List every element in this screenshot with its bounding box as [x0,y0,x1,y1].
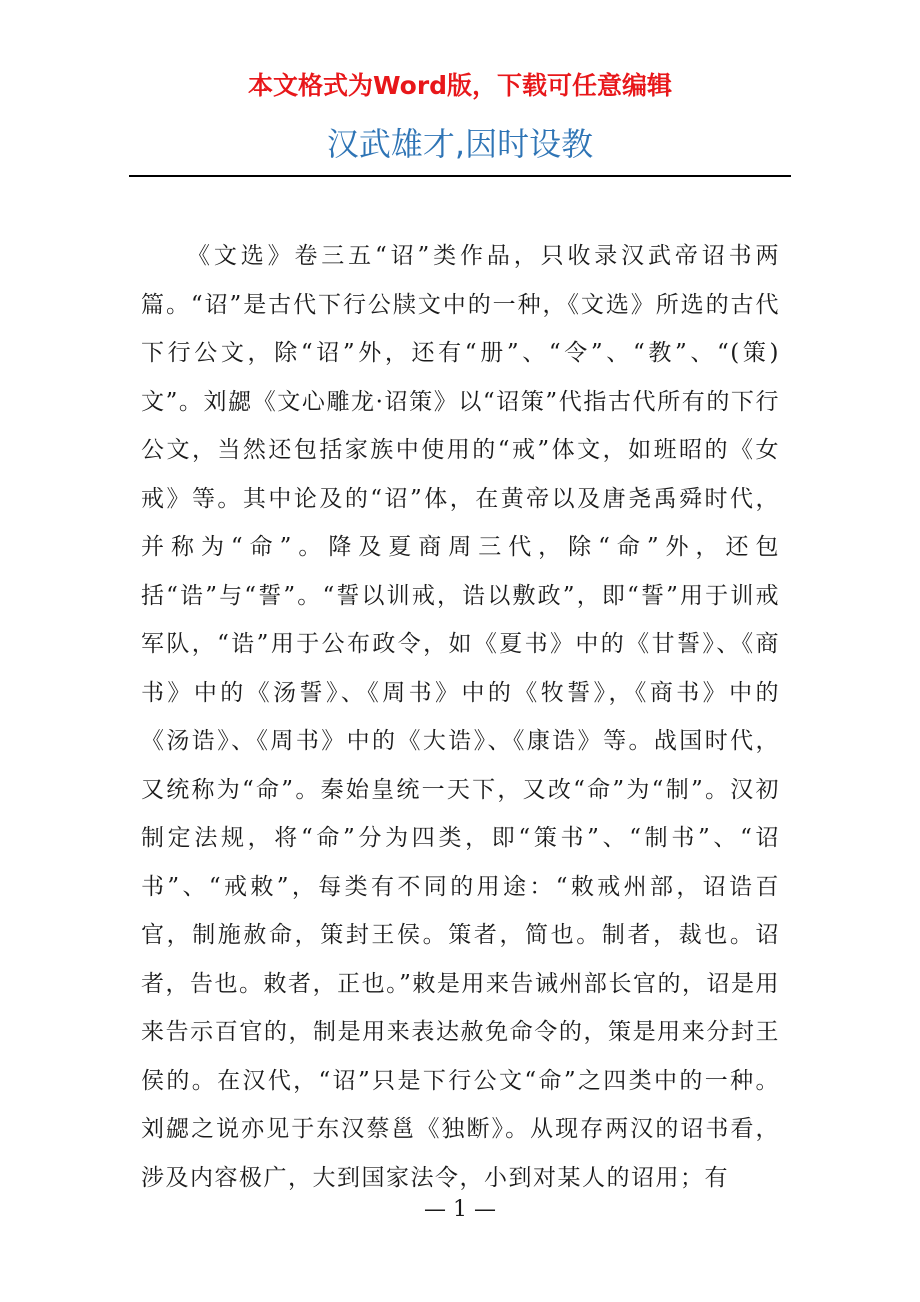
article-title: 汉武雄才,因时设教 [326,125,594,163]
article-body [141,232,780,1202]
format-notice: 本文格式为Word版，下载可任意编辑 [247,71,673,100]
body-paragraph: 《文选》卷三五“诏”类作品，只收录汉武帝诏书两篇。“诏”是古代下行公牍文中的一种，《文选》所选的古代下行公文，除“诏”外，还有“册”、“令”、“教”、“(策)文”。刘勰《文心雕龙·诏策》以“诏策”代指古代所有的下行公文，当然还包括家族中使用的“戒”体文，如班昭的《女戒》等。其中论及的“诏”体，在黄帝以及唐尧禹舜时代，并称为“命”。降及夏商周三代，除“命”外，还包括“诰”与“誓”。“誓以训戒，诰以敷政”，即“誓”用于训戒军队，“诰”用于公布政令，如《夏书》中的《甘誓》、《商书》中的《汤誓》、《周书》中的《牧誓》，《商书》中的《汤诰》、《周书》中的《大诰》、《康诰》等。战国时代，又统称为“命”。秦始皇统一天下，又改“命”为“制”。汉初制定法规，将“命”分为四类，即“策书”、“制书”、“诏书”、“戒敕”，每类有不同的用途：“敕戒州部，诏诰百官，制施赦命，策封王侯。策者，简也。制者，裁也。诏者，告也。敕者，正也。”敕是用来告诫州部长官的，诏是用来告示百官的，制是用来表达赦免命令的，策是用来分封王侯的。在汉代，“诏”只是下行公文“命”之四类中的一种。刘勰之说亦见于东汉蔡邕《独断》。从现存两汉的诏书看，涉及内容极广，大到国家法令，小到对某人的诏用；有 [141,243,780,1191]
page-number: — 1 — [424,1197,496,1222]
title-divider [129,175,791,177]
